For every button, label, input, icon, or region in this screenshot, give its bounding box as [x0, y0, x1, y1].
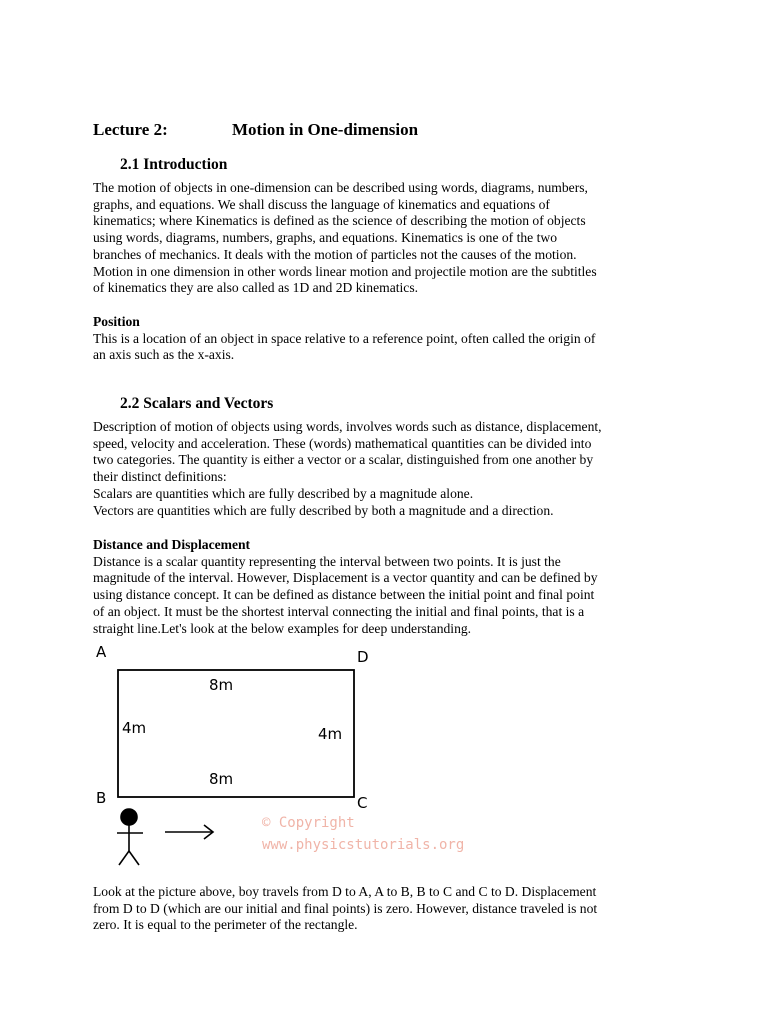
right-arrow-icon: [165, 825, 213, 839]
text-line: two categories. The quantity is either a vector or a scalar, distinguished from one another by: [93, 452, 594, 468]
right-side-label: 4m: [318, 725, 343, 743]
corner-d-label: D: [357, 648, 369, 666]
text-line: This is a location of an object in space relative to a reference point, often called the origin of: [93, 330, 596, 346]
text-line: their distinct definitions:: [93, 469, 227, 485]
text-line: speed, velocity and acceleration. These (words) mathematical quantities can be divided into: [93, 435, 592, 451]
text-line: of kinematics they are also called as 1D and 2D kinematics.: [93, 280, 419, 296]
position-heading: Position: [93, 314, 140, 329]
text-line: graphs, and equations. We shall discuss the language of kinematics and equations of: [93, 196, 550, 212]
text-line: Vectors are quantities which are fully described by both a magnitude and a direction.: [93, 502, 554, 518]
text-line: Look at the picture above, boy travels from D to A, A to B, B to C and C to D. Displacement: [93, 884, 597, 899]
text-line: using words, diagrams, numbers, graphs, and equations. Kinematics is one of the two: [93, 230, 557, 246]
text-line: straight line.Let's look at the below examples for deep understanding.: [93, 620, 472, 636]
text-line: zero. It is equal to the perimeter of the rectangle.: [93, 917, 358, 933]
left-side-label: 4m: [122, 719, 147, 737]
top-side-label: 8m: [209, 676, 234, 694]
text-line: branches of mechanics. It deals with the motion of particles not the causes of the motion.: [93, 246, 577, 262]
intro-heading: 2.1 Introduction: [120, 156, 228, 173]
text-line: Distance is a scalar quantity representing the interval between two points. It is just the: [93, 553, 561, 569]
distance-heading: Distance and Displacement: [93, 537, 251, 552]
corner-c-label: C: [357, 794, 368, 812]
watermark-url: www.physicstutorials.org: [262, 837, 465, 853]
bottom-side-label: 8m: [209, 770, 234, 788]
text-line: an axis such as the x-axis.: [93, 347, 235, 363]
text-line: The motion of objects in one-dimension can be described using words, diagrams, numbers,: [93, 180, 588, 195]
lecture-number: Lecture 2:: [93, 120, 168, 139]
text-line: Motion in one dimension in other words linear motion and projectile motion are the subtitles: [93, 263, 597, 279]
text-line: of an object. It must be the shortest interval connecting the initial and final points, that is a: [93, 603, 585, 619]
corner-a-label: A: [96, 643, 107, 661]
scalars-heading: 2.2 Scalars and Vectors: [120, 395, 274, 412]
corner-b-label: B: [96, 789, 107, 807]
text-line: Description of motion of objects using words, involves words such as distance, displacement,: [93, 419, 602, 434]
text-line: magnitude of the interval. However, Displacement is a vector quantity and can be defined by: [93, 570, 598, 586]
text-line: using distance concept. It can be defined as distance between the initial point and final point: [93, 587, 595, 603]
text-line: Scalars are quantities which are fully described by a magnitude alone.: [93, 485, 474, 501]
watermark-copyright: © Copyright: [262, 815, 355, 831]
lecture-subject: Motion in One-dimension: [232, 120, 419, 139]
text-line: kinematics; where Kinematics is defined as the science of describing the motion of objects: [93, 213, 586, 229]
text-line: from D to D (which are our initial and final points) is zero. However, distance traveled is not: [93, 900, 598, 916]
stick-figure-icon: [117, 809, 143, 865]
